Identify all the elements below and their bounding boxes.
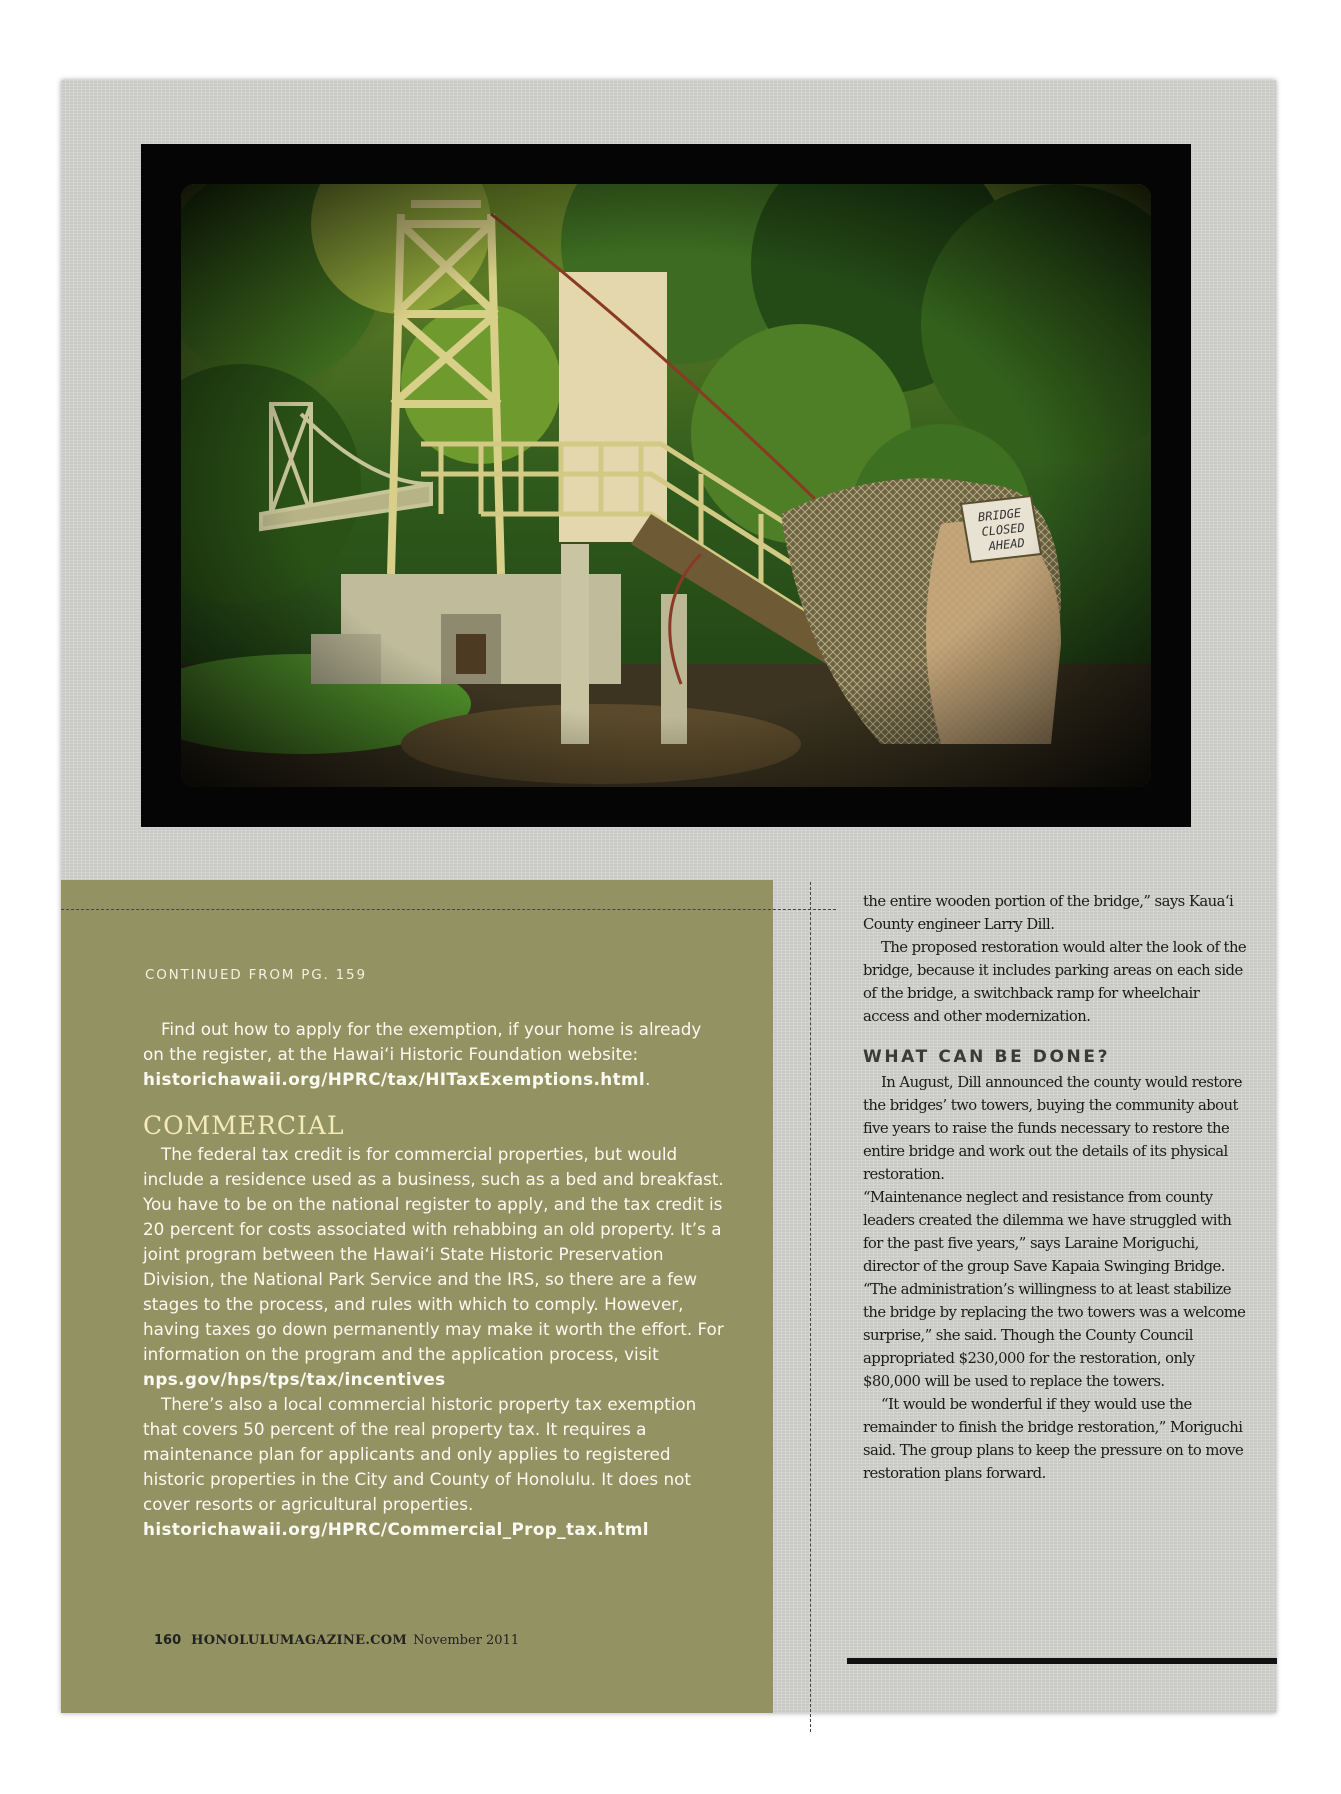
dashed-divider-vertical	[810, 882, 811, 1732]
article-paragraph-3: In August, Dill announced the county would restore the bridges’ two towers, buying the community about five years to raise the funds necessary to restore the entire bridge and work out the details of its physical restoration.	[863, 1074, 1242, 1183]
federal-text: The federal tax credit is for commercial properties, but would include a residence used as a business, such as a bed and breakfast. You have to be on the national register to apply, and the tax credit is 20 percent for costs associated with rehabbing an old property. It’s a joint program between the Hawai‘i State Historic Preservation Division, the National Park Service and the IRS, so there are a few stages to the process, and rules with which to comply. However, having taxes go down permanently may make it worth the effort. For information on the program and the application process, visit	[143, 1144, 724, 1364]
find-link[interactable]: historichawaii.org/HPRC/tax/HITaxExemptions.html	[143, 1069, 646, 1089]
commercial-heading: COMMERCIAL	[143, 1111, 345, 1140]
footer-site: HONOLULUMAGAZINE.COM	[191, 1633, 408, 1648]
find-end: .	[645, 1069, 651, 1089]
page-number: 160	[154, 1633, 182, 1648]
federal-link[interactable]: nps.gov/hps/tps/tax/incentives	[143, 1369, 446, 1389]
dashed-divider-horizontal	[61, 909, 836, 910]
magazine-page	[61, 80, 1276, 1713]
sidebar-paragraph-federal	[143, 1142, 726, 1392]
article-paragraph-5: “It would be wonderful if they would use the remainder to finish the bridge restoration,” Moriguchi said. The group plans to keep the pressure on to move restoration plans forward.	[863, 1396, 1244, 1482]
local-link[interactable]: historichawaii.org/HPRC/Commercial_Prop_tax.html	[143, 1519, 649, 1539]
footer-date: November 2011	[413, 1633, 520, 1648]
continued-label: CONTINUED FROM PG. 159	[145, 967, 367, 983]
page-footer	[154, 1633, 519, 1648]
sidebar-paragraph-find	[143, 1017, 726, 1092]
article-paragraph-2: The proposed restoration would alter the look of the bridge, because it includes parking areas on each side of the bridge, a switchback ramp for wheelchair access and other modernization.	[863, 939, 1247, 1025]
find-text: Find out how to apply for the exemption, if your home is already on the register, at the Hawai‘i Historic Foundation website:	[143, 1019, 702, 1064]
end-rule	[847, 1658, 1277, 1664]
article-paragraph-1: the entire wooden portion of the bridge,” says Kaua‘i County engineer Larry Dill.	[863, 893, 1234, 933]
article-column	[863, 890, 1248, 1485]
photo-frame	[141, 144, 1191, 827]
sidebar-paragraph-local	[143, 1392, 726, 1542]
section-heading: WHAT CAN BE DONE?	[863, 1047, 1111, 1067]
bridge-photo	[181, 184, 1151, 787]
article-paragraph-4: “Maintenance neglect and resistance from county leaders created the dilemma we have struggled with for the past five years,” says Laraine Moriguchi, director of the group Save Kapaia Swinging Bridge. “The administration’s willingness to at least stabilize the bridge by replacing the two towers was a welcome surprise,” she said. Though the County Council appropriated $230,000 for the restoration, only $80,000 will be used to replace the towers.	[863, 1189, 1246, 1390]
local-text: There’s also a local commercial historic property tax exemption that covers 50 percent of the real property tax. It requires a maintenance plan for applicants and only applies to registered historic properties in the City and County of Honolulu. It does not cover resorts or agricultural properties.	[143, 1394, 697, 1514]
